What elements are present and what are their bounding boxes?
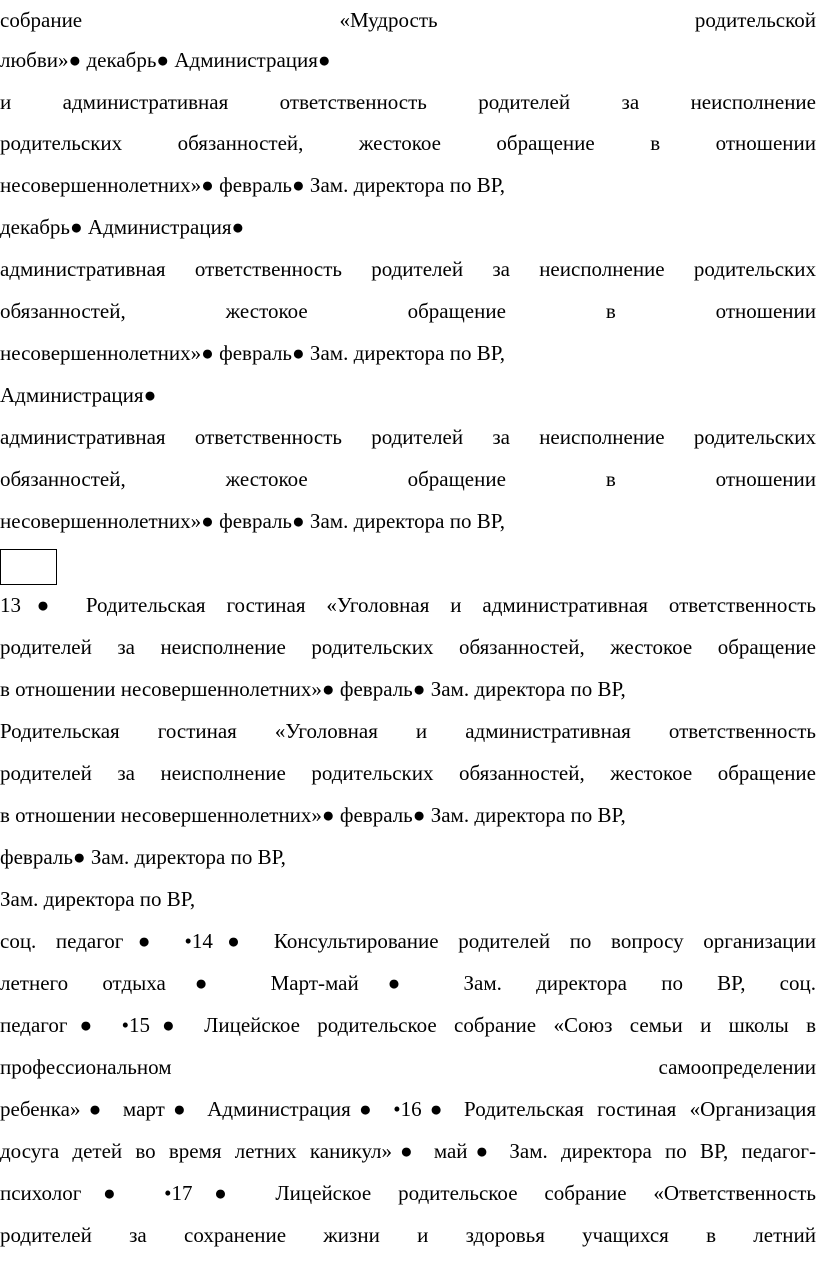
text-line-7: административная ответственность родителей за неисполнение родительских: [0, 257, 816, 281]
text-line-16: в отношении несовершеннолетних»● февраль● Зам. директора по ВР,: [0, 677, 626, 701]
text-line-20: февраль● Зам. директора по ВР,: [0, 845, 286, 869]
text-line-11: административная ответственность родителей за неисполнение родительских: [0, 425, 816, 449]
text-line-17: Родительская гостиная «Уголовная и административная ответственность: [0, 719, 816, 743]
text-line-1: собрание «Мудрость родительской: [0, 8, 816, 32]
empty-table-cell: [0, 549, 57, 585]
text-line-8: обязанностей, жестокое обращение в отношении: [0, 299, 816, 323]
text-line-10: Администрация●: [0, 383, 157, 407]
text-line-19: в отношении несовершеннолетних»● февраль● Зам. директора по ВР,: [0, 803, 626, 827]
text-line-12: обязанностей, жестокое обращение в отношении: [0, 467, 816, 491]
text-line-24: педагог● •15● Лицейское родительское собрание «Союз семьи и школы в: [0, 1013, 816, 1037]
text-line-15: родителей за неисполнение родительских обязанностей, жестокое обращение: [0, 635, 816, 659]
text-line-21: Зам. директора по ВР,: [0, 887, 196, 911]
text-line-28: психолог● •17● Лицейское родительское собрание «Ответственность: [0, 1181, 816, 1205]
text-line-18: родителей за неисполнение родительских обязанностей, жестокое обращение: [0, 761, 816, 785]
text-line-23: летнего отдыха● Март-май● Зам. директора по ВР, соц.: [0, 971, 816, 995]
text-line-26: ребенка»● март● Администрация● •16● Родительская гостиная «Организация: [0, 1097, 816, 1121]
text-line-2: любви»● декабрь● Администрация●: [0, 48, 331, 72]
text-line-4: родительских обязанностей, жестокое обращение в отношении: [0, 131, 816, 155]
text-line-13: несовершеннолетних»● февраль● Зам. директора по ВР,: [0, 509, 506, 533]
text-line-22: соц. педагог● •14● Консультирование родителей по вопросу организации: [0, 929, 816, 953]
text-line-6: декабрь● Администрация●: [0, 215, 245, 239]
text-line-14: 13● Родительская гостиная «Уголовная и административная ответственность: [0, 593, 816, 617]
text-line-27: досуга детей во время летних каникул»● май● Зам. директора по ВР, педагог-: [0, 1139, 816, 1163]
text-line-25: профессиональном самоопределении: [0, 1055, 816, 1079]
text-line-9: несовершеннолетних»● февраль● Зам. директора по ВР,: [0, 341, 506, 365]
text-line-29: родителей за сохранение жизни и здоровья учащихся в летний: [0, 1223, 816, 1247]
text-line-3: и административная ответственность родителей за неисполнение: [0, 90, 816, 114]
text-line-5: несовершеннолетних»● февраль● Зам. директора по ВР,: [0, 173, 506, 197]
